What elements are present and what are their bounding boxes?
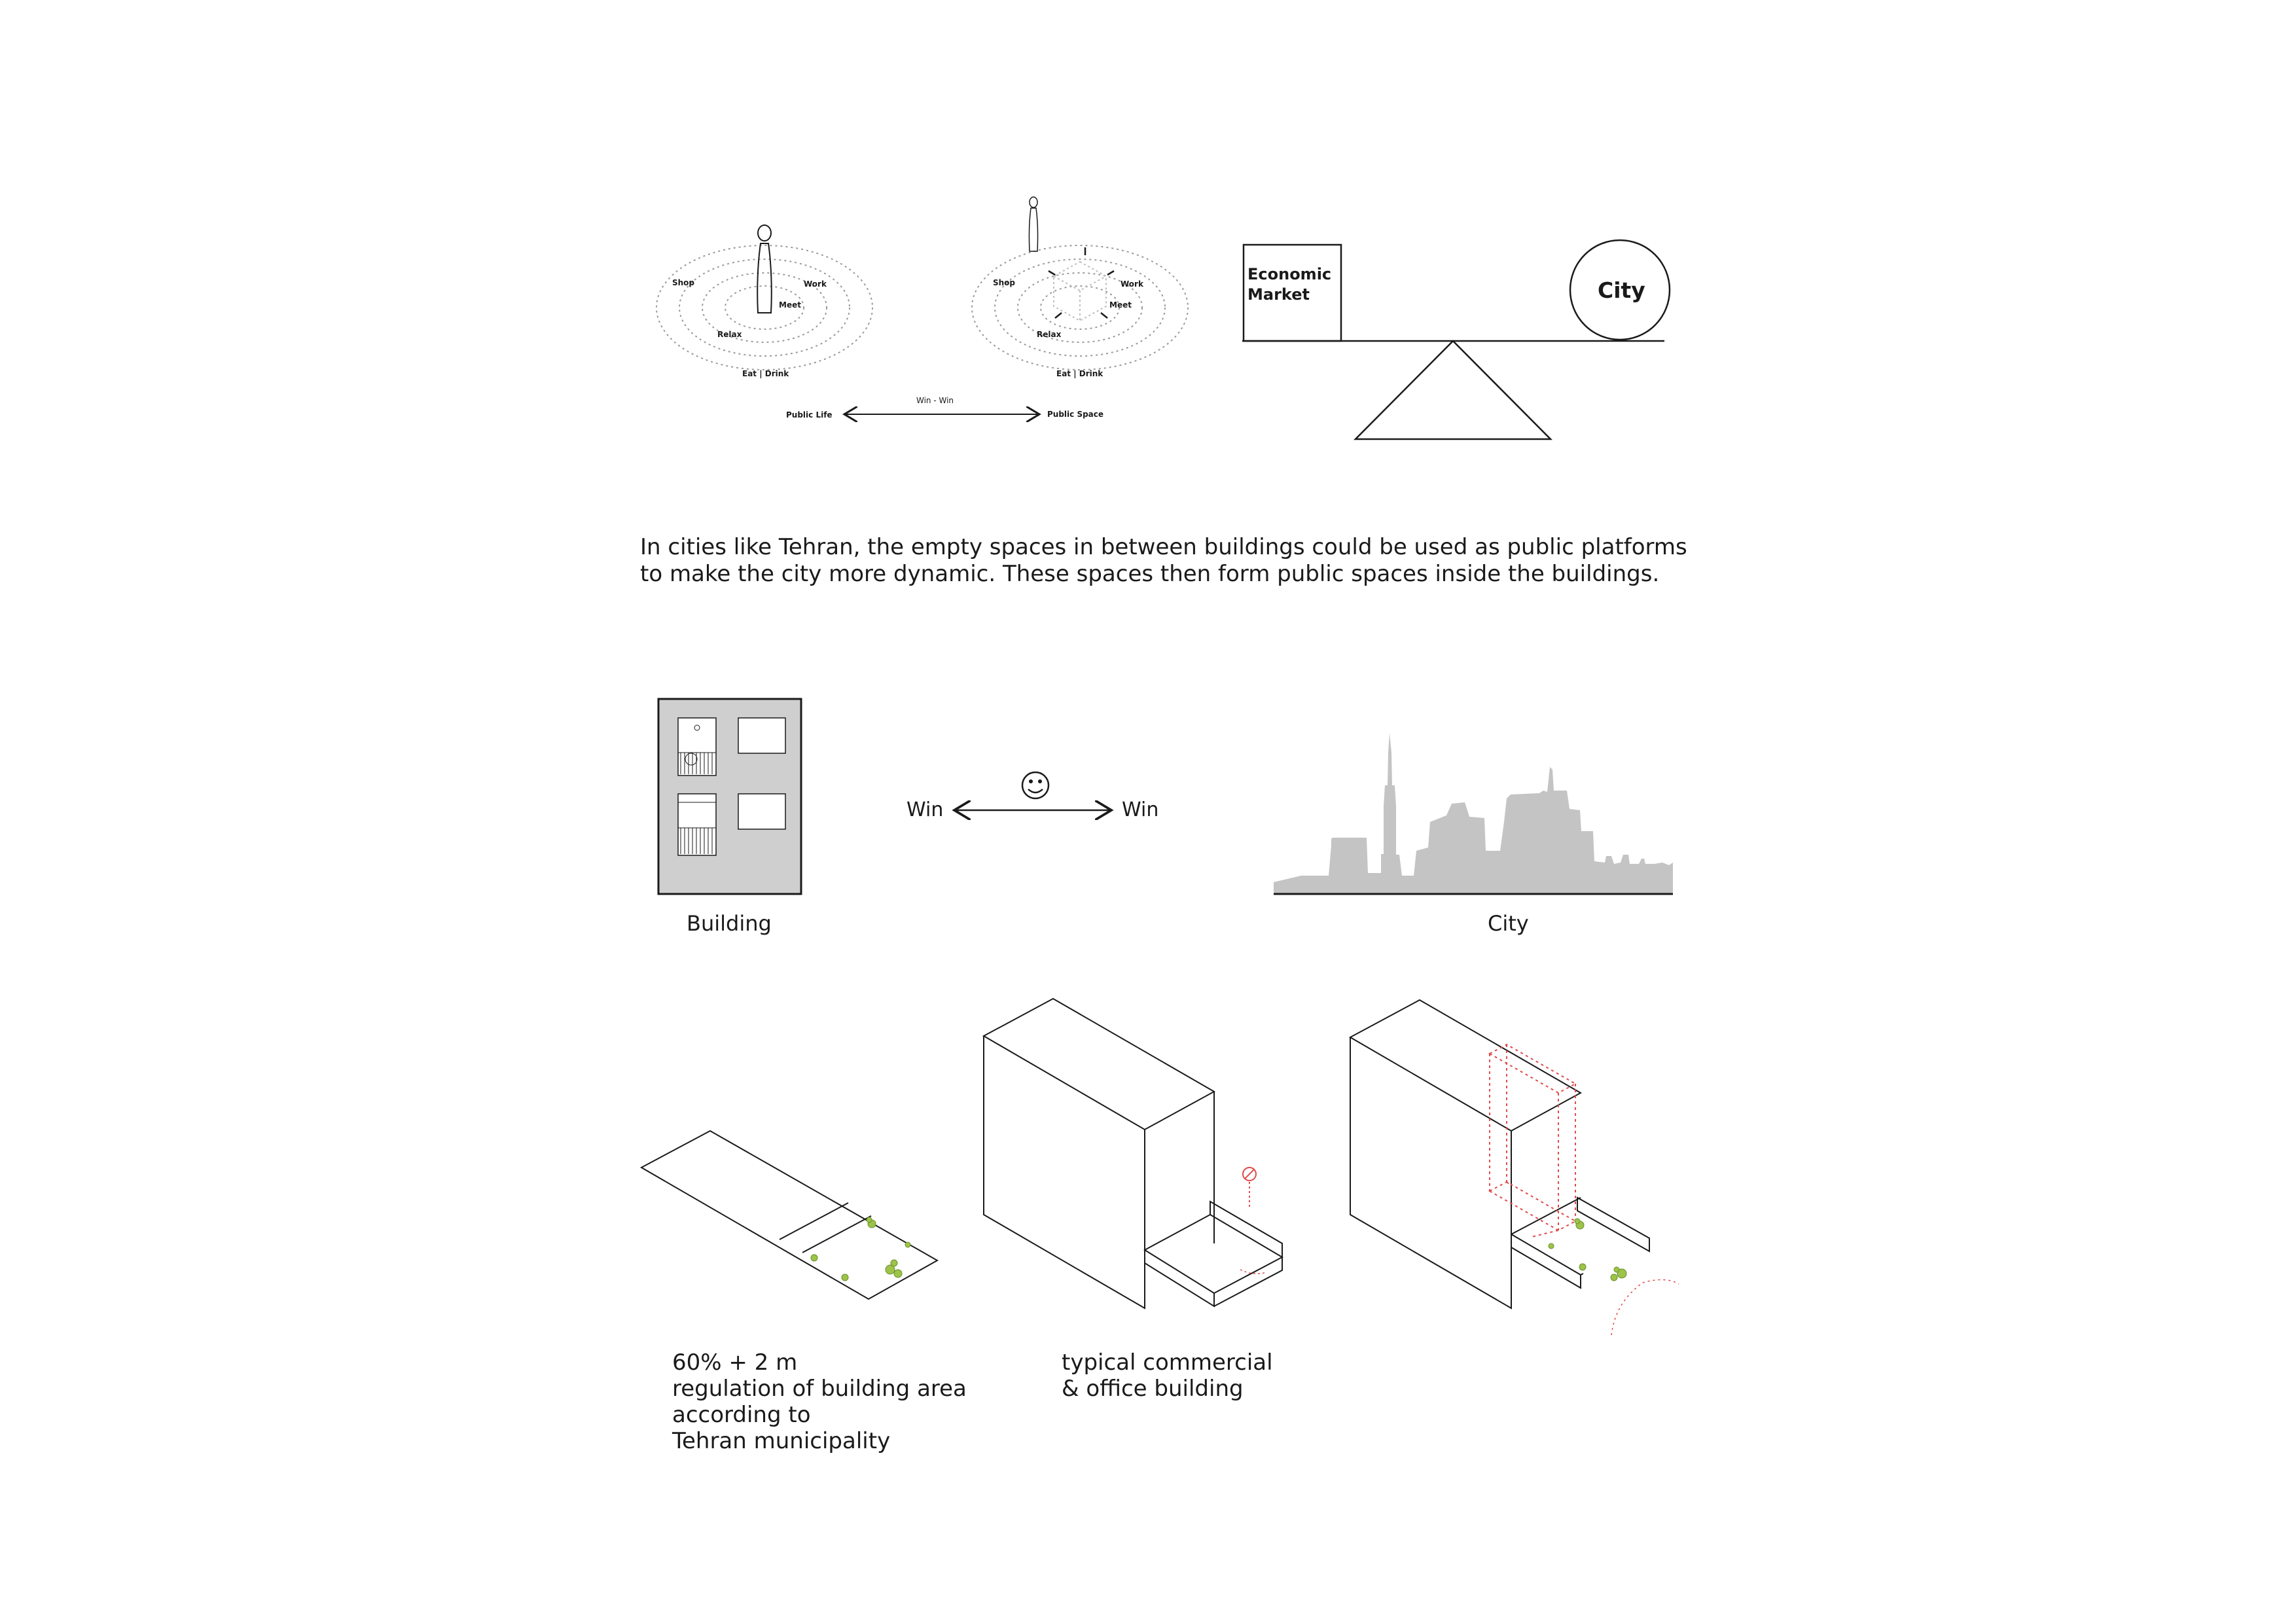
label-win-right: Win — [1122, 798, 1159, 821]
label-shop-left: Shop — [672, 278, 695, 287]
label-meet-left: Meet — [779, 300, 801, 310]
tree-dots-proposal — [1549, 1219, 1626, 1281]
public-space-cube-right — [1054, 262, 1106, 321]
tehran-skyline — [1274, 733, 1673, 894]
label-economic-line2: Market — [1247, 285, 1310, 304]
iso-plot-regulation — [641, 1131, 937, 1299]
label-public-space: Public Space — [1047, 410, 1104, 419]
public-life-rings-left — [656, 245, 872, 370]
direction-arrows-right — [1049, 247, 1114, 318]
win-win-arrow-top — [786, 396, 1103, 419]
dotted-path-proposal — [1611, 1279, 1679, 1335]
person-figure-left — [757, 225, 772, 313]
label-shop-right: Shop — [993, 278, 1016, 287]
intro-paragraph: In cities like Tehran, the empty spaces in between buildings could be used as public platforms to make the city more dynamic. These spaces then form public spaces inside the buildings. — [640, 534, 1687, 587]
label-win-left: Win — [906, 798, 944, 821]
label-win-win-top: Win - Win — [916, 396, 954, 405]
building-caption: Building — [687, 911, 772, 936]
label-economic-line1: Economic — [1247, 265, 1332, 283]
public-space-labels-right — [993, 278, 1144, 378]
label-relax-right: Relax — [1037, 330, 1062, 339]
city-caption: City — [1488, 911, 1529, 936]
smiley-face-icon — [1022, 772, 1049, 798]
iso-proposal-building — [1350, 1000, 1649, 1308]
label-eat-drink-left: Eat | Drink — [742, 369, 789, 378]
label-work-left: Work — [804, 279, 827, 289]
label-meet-right: Meet — [1109, 300, 1132, 310]
label-work-right: Work — [1121, 279, 1143, 289]
person-figure-right — [1029, 197, 1037, 251]
iso-typical-building — [984, 999, 1282, 1308]
caption-plot-regulation: 60% + 2 m regulation of building area according to Tehran municipality — [672, 1349, 967, 1454]
removed-volume-dotted — [1490, 1044, 1575, 1237]
tree-dots-plot — [811, 1217, 910, 1281]
label-city-circle: City — [1598, 277, 1645, 303]
no-entry-icon — [1243, 1168, 1256, 1207]
public-space-rings-right — [972, 245, 1188, 370]
label-eat-drink-right: Eat | Drink — [1056, 369, 1103, 378]
building-icon — [658, 699, 801, 894]
caption-typical-building: typical commercial & office building — [1062, 1349, 1273, 1402]
label-public-life: Public Life — [786, 410, 833, 419]
label-relax-left: Relax — [717, 330, 742, 339]
seesaw-fulcrum — [1355, 341, 1551, 439]
